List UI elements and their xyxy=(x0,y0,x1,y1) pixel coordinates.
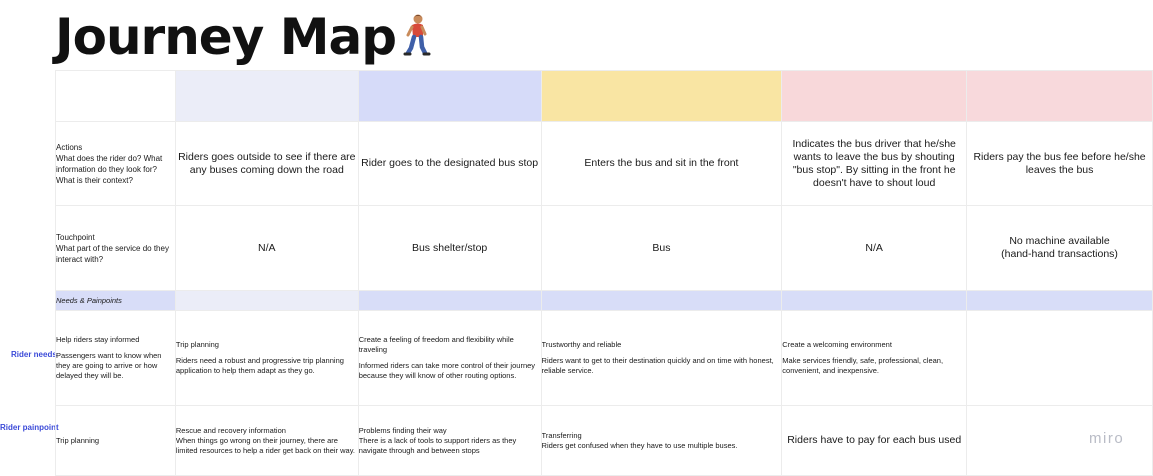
pain-cell-body: Riders get confused when they have to use multiple buses. xyxy=(541,440,738,450)
touchpoint-row-label: Touchpoint What part of the service do they interact with? xyxy=(56,206,176,291)
stage-header-row xyxy=(56,71,1153,122)
journey-map-table xyxy=(55,70,1153,476)
pain-cell-body: When things go wrong on their journey, there are limited resources to help a rider get back on their way. xyxy=(175,435,356,455)
needs-label-body: Passengers want to know when they are going to arrive or how delayed they will be. xyxy=(56,351,162,380)
person-walking-icon xyxy=(402,13,432,62)
side-label-rider-needs: Rider needs xyxy=(11,350,57,359)
rider-needs-label xyxy=(56,311,176,406)
needs-cell-title: Create a feeling of freedom and flexibility while traveling xyxy=(358,335,514,354)
needs-cell xyxy=(358,311,541,406)
pain-cell: Riders have to pay for each bus used xyxy=(782,406,967,476)
actions-row xyxy=(56,122,1153,206)
page-title: Journey Map xyxy=(55,8,397,66)
needs-cell-body: Informed riders can take more control of their journey because they will know of other routing options. xyxy=(358,361,536,380)
needs-cell-title: Trip planning xyxy=(175,340,219,349)
needs-painpoints-band xyxy=(56,291,1153,311)
stage-header-2 xyxy=(358,71,541,122)
pain-cell xyxy=(541,406,782,476)
band-cell xyxy=(541,291,782,311)
pain-cell-empty xyxy=(967,406,1153,476)
painpoint-label: Trip planning xyxy=(56,406,176,476)
actions-row-label: Actions What does the rider do? What information do they look for? What is their context? xyxy=(56,122,176,206)
actions-cell: Enters the bus and sit in the front xyxy=(541,122,782,206)
pain-cell-title: Transferring xyxy=(541,430,582,440)
touchpoint-row xyxy=(56,206,1153,291)
page-title-group xyxy=(55,4,432,70)
pain-cell-title: Problems finding their way xyxy=(358,425,447,435)
pain-cell-title: Rescue and recovery information xyxy=(175,425,286,435)
needs-label-title: Help riders stay informed xyxy=(56,335,140,344)
rider-painpoint-row xyxy=(56,406,1153,476)
actions-cell: Indicates the bus driver that he/she wants to leave the bus by shouting "bus stop". By sitting in the front he doesn't have to shout loud xyxy=(782,122,967,206)
stage-header-label-cell xyxy=(56,71,176,122)
needs-cell-body: Riders want to get to their destination quickly and on time with honest, reliable service. xyxy=(541,356,774,375)
actions-cell: Riders pay the bus fee before he/she leaves the bus xyxy=(967,122,1153,206)
pain-cell xyxy=(175,406,358,476)
needs-cell xyxy=(782,311,967,406)
needs-cell-body: Make services friendly, safe, professional, clean, convenient, and inexpensive. xyxy=(782,356,944,375)
actions-cell: Rider goes to the designated bus stop xyxy=(358,122,541,206)
needs-painpoints-label: Needs & Painpoints xyxy=(56,291,176,311)
band-cell xyxy=(967,291,1153,311)
side-label-rider-painpoint: Rider painpoint xyxy=(0,423,59,432)
needs-cell-title: Create a welcoming environment xyxy=(782,340,892,349)
band-cell xyxy=(175,291,358,311)
touchpoint-cell: Bus xyxy=(541,206,782,291)
band-cell xyxy=(782,291,967,311)
stage-header-5 xyxy=(967,71,1153,122)
stage-header-1 xyxy=(175,71,358,122)
needs-cell-title: Trustworthy and reliable xyxy=(541,340,622,349)
rider-needs-row xyxy=(56,311,1153,406)
needs-cell xyxy=(541,311,782,406)
miro-watermark: miro xyxy=(1089,430,1125,447)
touchpoint-cell: No machine available (hand-hand transactions) xyxy=(967,206,1153,291)
pain-cell xyxy=(358,406,541,476)
needs-cell-body: Riders need a robust and progressive trip planning application to help them adapt as they go. xyxy=(175,356,344,375)
touchpoint-cell: Bus shelter/stop xyxy=(358,206,541,291)
needs-cell xyxy=(175,311,358,406)
touchpoint-cell: N/A xyxy=(782,206,967,291)
needs-cell-empty xyxy=(967,311,1153,406)
touchpoint-cell: N/A xyxy=(175,206,358,291)
stage-header-4 xyxy=(782,71,967,122)
pain-cell-body: There is a lack of tools to support riders as they navigate through and between stops xyxy=(358,435,517,455)
actions-cell: Riders goes outside to see if there are any buses coming down the road xyxy=(175,122,358,206)
band-cell xyxy=(358,291,541,311)
stage-header-3 xyxy=(541,71,782,122)
